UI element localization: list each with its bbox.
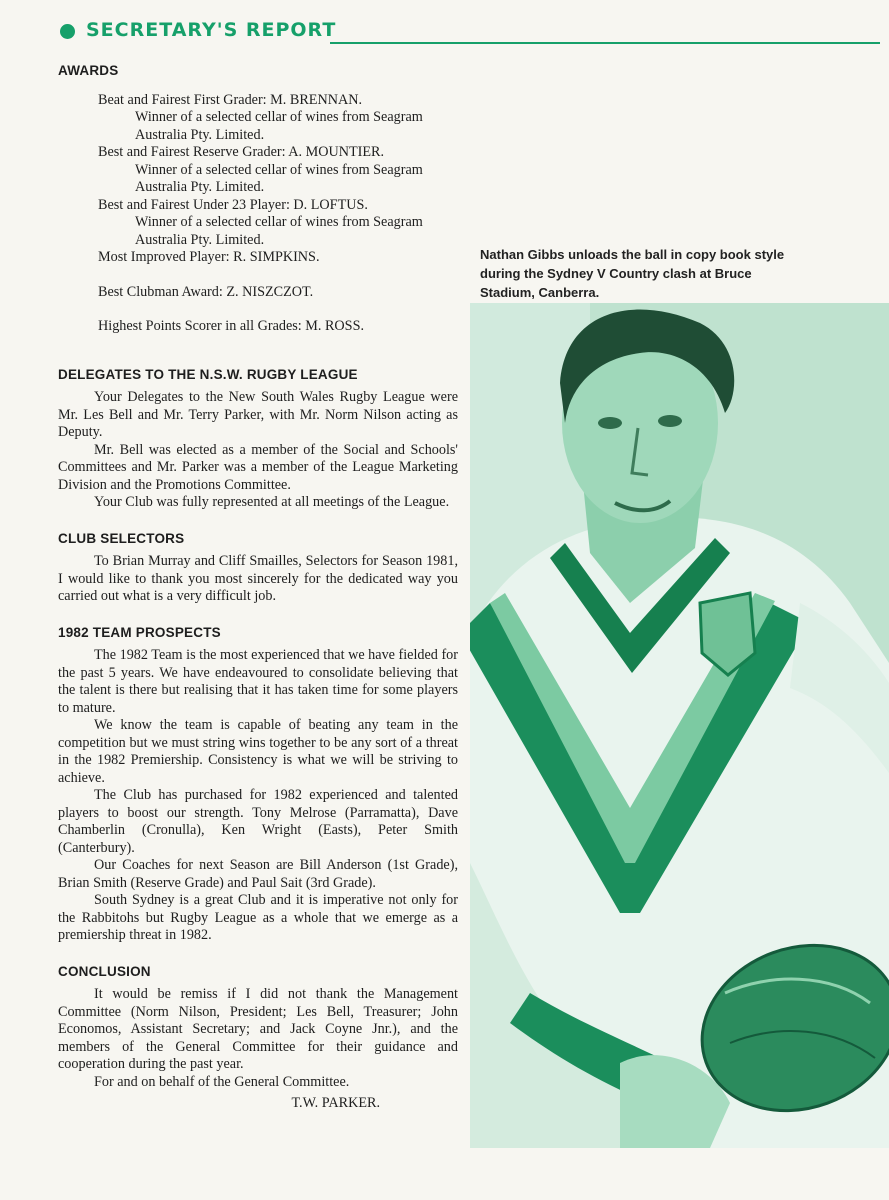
player-photo — [470, 303, 889, 1148]
paragraph: Our Coaches for next Season are Bill Anderson (1st Grade), Brian Smith (Reserve Grade) and Paul Sait (3rd Grade). — [58, 857, 458, 891]
award-item — [98, 92, 458, 145]
paragraph: Mr. Bell was elected as a member of the Social and Schools' Committees and Mr. Parker was a member of the League Marketing Division and the Promotions Committee. — [58, 441, 458, 493]
paragraph: Your Delegates to the New South Wales Rugby League were Mr. Les Bell and Mr. Terry Parker, with Mr. Norm Nilson acting as Deputy. — [58, 389, 458, 440]
awards-list — [58, 92, 458, 336]
prospects-heading: 1982 TEAM PROSPECTS — [58, 624, 221, 640]
best-clubman-award: Best Clubman Award: Z. NISZCZOT. — [98, 283, 314, 300]
award-item — [98, 197, 458, 250]
highest-points-award: Highest Points Scorer in all Grades: M. ROSS. — [98, 318, 365, 334]
photo-caption: Nathan Gibbs unloads the ball in copy book style during the Sydney V Country clash at Bruce Stadium, Canberra. — [480, 247, 785, 300]
award-detail: Winner of a selected cellar of wines from Seagram — [135, 109, 423, 125]
conclusion-heading: CONCLUSION — [58, 963, 151, 979]
prospects-section — [58, 624, 458, 945]
awards-section — [58, 62, 458, 336]
award-detail: Winner of a selected cellar of wines from Seagram — [135, 214, 423, 230]
awards-heading: AWARDS — [58, 63, 119, 78]
paragraph: The Club has purchased for 1982 experienced and talented players to boost our strength. Tony Melrose (Parramatta), Dave Chamberlin (Cronulla), Ken Wright (Easts), Peter Smith (Canterbury). — [58, 787, 458, 856]
bullet-dot-icon — [60, 24, 75, 39]
signature: T.W. PARKER. — [291, 1095, 380, 1111]
award-item — [98, 144, 458, 197]
closing-line: For and on behalf of the General Committee. — [94, 1073, 350, 1090]
paragraph: It would be remiss if I did not thank the Management Committee (Norm Nilson, President; Les Bell, Treasurer; John Economos, Assistant Secretary; and Jack Coyne Jnr.), and the members of the General Committee for their guidance and cooperation during the past year. — [58, 986, 458, 1072]
award-detail: Winner of a selected cellar of wines from Seagram — [135, 161, 423, 178]
page-title: SECRETARY'S REPORT — [86, 19, 337, 41]
paragraph: To Brian Murray and Cliff Smailles, Selectors for Season 1981, I would like to thank you most sincerely for the dedicated way you carried out what is a very difficult job. — [58, 553, 458, 604]
paragraph: We know the team is capable of beating any team in the competition but we must string wins together to be any sort of a threat in the 1982 Premiership. Consistency is what we will be striving to achieve. — [58, 717, 458, 786]
award-detail: Australia Pty. Limited. — [135, 179, 265, 195]
award-detail: Australia Pty. Limited. — [135, 126, 265, 143]
paragraph: The 1982 Team is the most experienced that we have fielded for the past 5 years. We have endeavoured to consolidate believing that the talent is there but realising that it has taken time for some players to mature. — [58, 647, 458, 716]
player-photo-illustration — [470, 303, 889, 1148]
paragraph: South Sydney is a great Club and it is imperative not only for the Rabbitohs but Rugby League as a whole that we emerge as a premiership threat in 1982. — [58, 892, 458, 943]
header-rule — [330, 42, 880, 44]
conclusion-section — [58, 963, 458, 1113]
award-title: Best and Fairest Reserve Grader: A. MOUNTIER. — [98, 144, 385, 160]
award-title: Best and Fairest Under 23 Player: D. LOFTUS. — [98, 196, 368, 213]
page-header — [60, 20, 880, 48]
award-detail: Australia Pty. Limited. — [135, 231, 265, 248]
selectors-heading: CLUB SELECTORS — [58, 530, 185, 546]
paragraph: Your Club was fully represented at all meetings of the League. — [94, 494, 450, 510]
delegates-heading: DELEGATES TO THE N.S.W. RUGBY LEAGUE — [58, 366, 358, 382]
delegates-section — [58, 366, 458, 512]
award-title: Beat and Fairest First Grader: M. BRENNAN. — [98, 91, 363, 108]
most-improved-award: Most Improved Player: R. SIMPKINS. — [98, 249, 320, 265]
report-column — [58, 62, 458, 1113]
selectors-section — [58, 530, 458, 606]
